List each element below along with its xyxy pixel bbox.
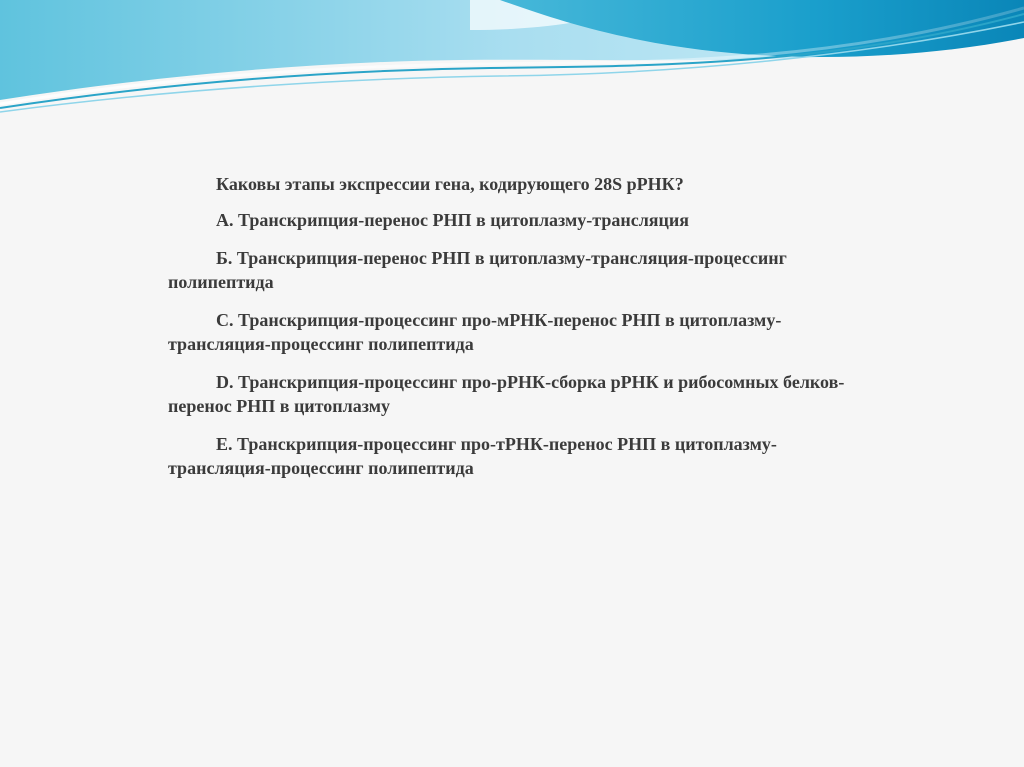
- question-text: Каковы этапы экспрессии гена, кодирующего 28S рРНК?: [216, 174, 684, 194]
- slide-body: [168, 172, 848, 494]
- option-d: D. Транскрипция-процессинг про-рРНК-сборка рРНК и рибосомных белков-перенос РНП в цитоплазму: [168, 372, 845, 416]
- header-wave-decoration: [0, 0, 1024, 120]
- option-a: А. Транскрипция-перенос РНП в цитоплазму-трансляция: [216, 210, 690, 230]
- option-c: С. Транскрипция-процессинг про-мРНК-перенос РНП в цитоплазму-трансляция-процессинг полипептида: [168, 310, 782, 354]
- option-b: Б. Транскрипция-перенос РНП в цитоплазму-трансляция-процессинг полипептида: [168, 248, 787, 292]
- option-e: E. Транскрипция-процессинг про-тРНК-перенос РНП в цитоплазму-трансляция-процессинг полипептида: [168, 434, 777, 478]
